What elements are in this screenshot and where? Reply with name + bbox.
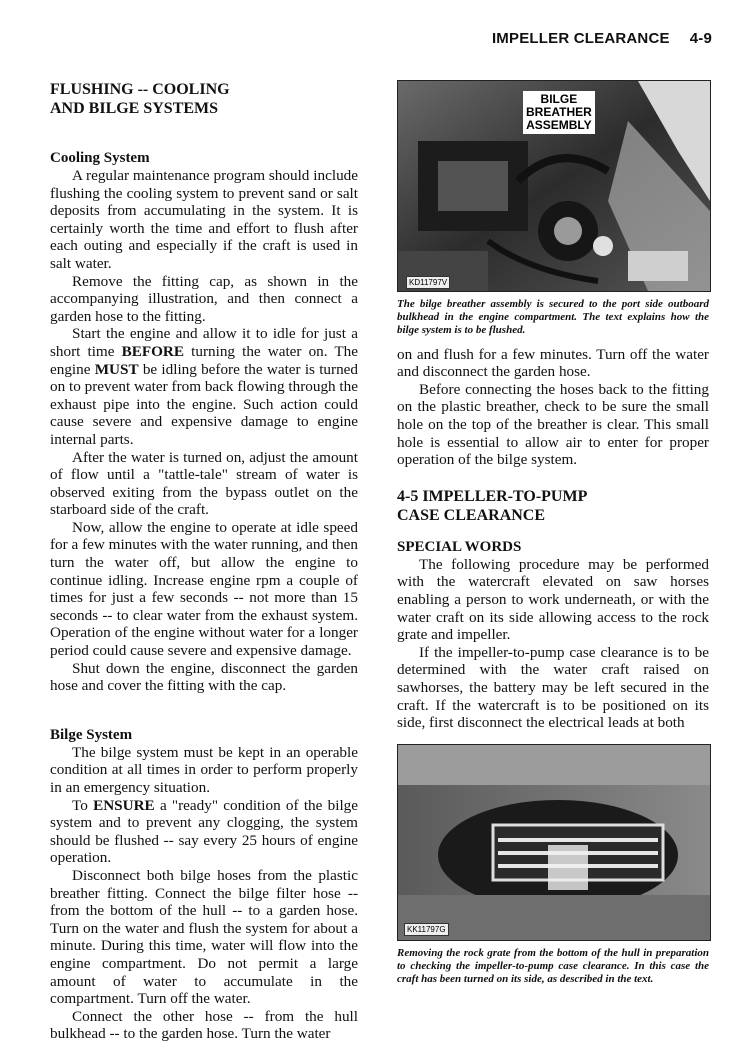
text-span: Start the engine and allow it to idle for just a short time: [50, 325, 358, 360]
paragraph: Shut down the engine, disconnect the garden hose and cover the fitting with the cap.: [50, 659, 358, 695]
paragraph: The following procedure may be performed with the watercraft elevated on saw horses enabling a person to work underneath, or with the water craft on its side allowing access to the rock grate and impeller.: [397, 555, 709, 644]
photo-code: KD11797V: [406, 276, 450, 289]
paragraph: The bilge system must be kept in an operable condition at all times in order to perform properly in an emergency situation.: [50, 743, 358, 796]
paragraph: Connect the other hose -- from the hull bulkhead -- to the garden hose. Turn the water: [50, 1007, 358, 1043]
rock-grate-photo: [397, 744, 711, 941]
text-span: To: [72, 796, 94, 814]
page-header: [492, 30, 712, 47]
paragraph: Before connecting the hoses back to the fitting on the plastic breather, check to be sure the small hole on the top of the breather is clear. This small hole is essential to allow air to enter for proper operation of the bilge system.: [397, 380, 709, 469]
paragraph: on and flush for a few minutes. Turn off the water and disconnect the garden hose.: [397, 345, 709, 381]
section-title-line: CASE CLEARANCE: [397, 506, 546, 524]
section-title-line: 4-5 IMPELLER-TO-PUMP: [397, 487, 588, 505]
left-column: [50, 80, 358, 1043]
photo-code: KK11797G: [404, 923, 449, 936]
page-number: 4-9: [689, 30, 712, 47]
text-span: a "ready" condition of the bilge system and to prevent any clogging, the system should be flushed -- say every 25 hours of engine operation.: [50, 796, 358, 867]
special-words-heading: SPECIAL WORDS: [397, 538, 522, 555]
paragraph: Remove the fitting cap, as shown in the accompanying illustration, and then connect a garden hose to the fitting.: [50, 272, 358, 325]
callout-line: ASSEMBLY: [526, 118, 592, 132]
paragraph: If the impeller-to-pump case clearance is to be determined with the water craft raised on sawhorses, the battery may be left secured in the craft. If the watercraft is to be positioned on its side, first disconnect the electrical leads at both: [397, 643, 709, 732]
photo-callout-label: [523, 91, 595, 134]
cooling-system-heading: Cooling System: [50, 150, 150, 166]
paragraph: [50, 797, 358, 867]
right-column: [397, 80, 709, 986]
bilge-system-heading: Bilge System: [50, 726, 133, 743]
bold-text: MUST: [94, 360, 139, 378]
callout-line: BILGE: [540, 92, 578, 106]
photo-caption: The bilge breather assembly is secured to the port side outboard bulkhead in the engine compartment. The text explains how the bilge system is to be flushed.: [397, 298, 709, 337]
header-title: IMPELLER CLEARANCE: [491, 30, 670, 47]
section-title-flushing: [50, 80, 358, 118]
text-span: turning the water on. The engine: [50, 342, 358, 378]
paragraph: Disconnect both bilge hoses from the plastic breather fitting. Connect the bilge filter hose -- from the bottom of the hull -- to a garden hose. Turn on the water and flush the system for about a minute. During this time, water will flow into the engine compartment. Do not permit a large amount of water to accumulate in the compartment. Turn off the water.: [50, 866, 358, 1008]
section-title-line: AND BILGE SYSTEMS: [50, 100, 219, 117]
section-title-impeller: [397, 487, 709, 525]
bilge-breather-photo: [397, 80, 711, 292]
section-title-line: FLUSHING -- COOLING: [50, 81, 230, 98]
bold-text: BEFORE: [121, 342, 185, 360]
text-span: be idling before the water is turned on to prevent water from back flowing through the exhaust pipe into the engine. Such action could cause severe and expensive damage to engine internal parts.: [50, 360, 358, 448]
bold-text: ENSURE: [93, 796, 155, 814]
paragraph: After the water is turned on, adjust the amount of flow until a "tattle-tale" stream of water is observed exiting from the bypass outlet on the starboard side of the craft.: [50, 448, 358, 519]
paragraph: A regular maintenance program should include flushing the cooling system to prevent sand or salt deposits from accumulating in the system. It is certainly worth the time and effort to flush after each outing and especially if the craft is used in salt water.: [50, 167, 358, 272]
paragraph: [50, 325, 358, 448]
paragraph: Now, allow the engine to operate at idle speed for a few minutes with the water running, and then turn the water off, but allow the engine to continue idling. Increase engine rpm a couple of times for just a few seconds -- not more than 15 seconds -- to clear water from the exhaust system. Operation of the engine without water for a longer period could cause severe and expensive damage.: [50, 518, 358, 660]
rock-grate-image: [398, 745, 710, 940]
callout-line: BREATHER: [526, 105, 592, 119]
photo-caption: Removing the rock grate from the bottom of the hull in preparation to checking the impeller-to-pump case clearance. In this case the craft has been turned on its side, as described in the text.: [397, 946, 709, 986]
